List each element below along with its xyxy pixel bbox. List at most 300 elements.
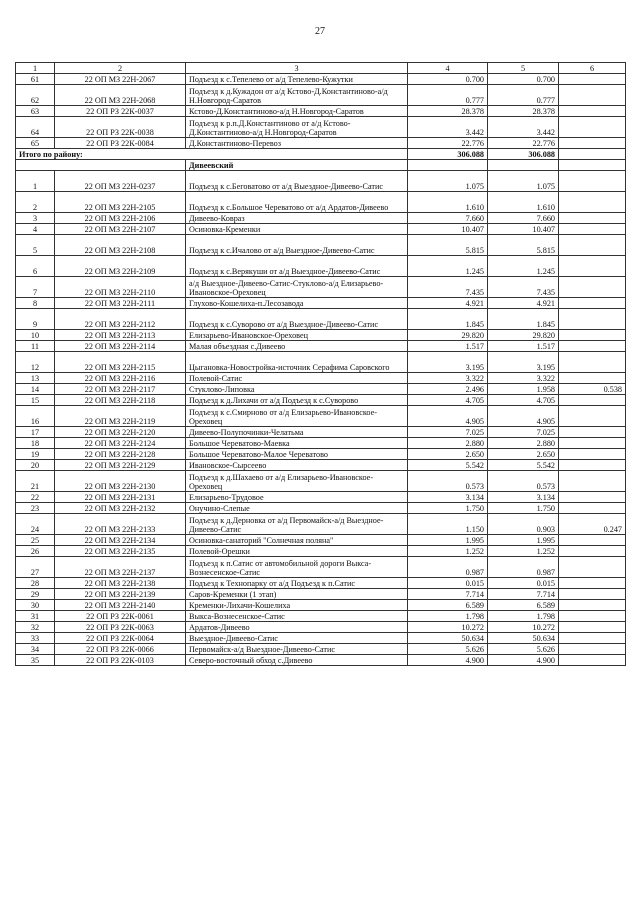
road-name: Стуклово-Липовка <box>186 384 408 395</box>
road-code: 22 ОП РЗ 22К-0063 <box>55 622 186 633</box>
road-name: Д.Константиново-Перевоз <box>186 138 408 149</box>
row-number: 20 <box>16 460 55 471</box>
column-header-4: 4 <box>408 63 488 74</box>
hard-surface-length: 1.245 <box>488 256 559 277</box>
road-length: 6.589 <box>408 600 488 611</box>
soft-surface-length <box>559 460 626 471</box>
table-row <box>16 171 626 192</box>
table-row <box>16 235 626 256</box>
soft-surface-length <box>559 277 626 298</box>
road-name: Подъезд к с.Тепелево от а/д Тепелево-Кужутки <box>186 74 408 85</box>
road-code: 22 ОП МЗ 22Н-2116 <box>55 373 186 384</box>
road-code: 22 ОП МЗ 22Н-2134 <box>55 535 186 546</box>
road-name: Цыгановка-Новостройка-источник Серафима Саровского <box>186 352 408 373</box>
hard-surface-length: 1.750 <box>488 503 559 514</box>
soft-surface-length <box>559 589 626 600</box>
soft-surface-length <box>559 406 626 427</box>
table-row <box>16 492 626 503</box>
road-length: 1.150 <box>408 514 488 535</box>
road-code: 22 ОП МЗ 22Н-2135 <box>55 546 186 557</box>
hard-surface-length: 50.634 <box>488 633 559 644</box>
road-code: 22 ОП МЗ 22Н-2132 <box>55 503 186 514</box>
road-length: 7.435 <box>408 277 488 298</box>
hard-surface-length: 7.660 <box>488 213 559 224</box>
road-name: Кременки-Лихачи-Кошелиха <box>186 600 408 611</box>
road-code: 22 ОП МЗ 22Н-2120 <box>55 427 186 438</box>
soft-surface-length <box>559 644 626 655</box>
road-code: 22 ОП МЗ 22Н-2119 <box>55 406 186 427</box>
hard-surface-length: 7.435 <box>488 277 559 298</box>
road-code: 22 ОП МЗ 22Н-2137 <box>55 557 186 578</box>
table-row <box>16 611 626 622</box>
road-name: Первомайск-а/д Выездное-Дивеево-Сатис <box>186 644 408 655</box>
soft-surface-length <box>559 600 626 611</box>
road-length: 5.626 <box>408 644 488 655</box>
row-number: 28 <box>16 578 55 589</box>
road-code: 22 ОП МЗ 22Н-2133 <box>55 514 186 535</box>
soft-surface-length <box>559 557 626 578</box>
hard-surface-length: 5.542 <box>488 460 559 471</box>
soft-surface-length <box>559 138 626 149</box>
page-number: 27 <box>315 26 325 37</box>
row-number: 2 <box>16 192 55 213</box>
hard-surface-length: 0.777 <box>488 85 559 106</box>
soft-surface-length <box>559 106 626 117</box>
hard-surface-length: 1.845 <box>488 309 559 330</box>
hard-surface-length: 0.987 <box>488 557 559 578</box>
row-number: 10 <box>16 330 55 341</box>
soft-surface-length <box>559 85 626 106</box>
road-name: Саров-Кременки (1 этап) <box>186 589 408 600</box>
road-name: а/д Выездное-Дивеево-Сатис-Стуклово-а/д Елизарьево-Ивановское-Ореховец <box>186 277 408 298</box>
road-length: 5.815 <box>408 235 488 256</box>
hard-surface-length: 1.995 <box>488 535 559 546</box>
row-number: 18 <box>16 438 55 449</box>
table-row <box>16 341 626 352</box>
row-number: 9 <box>16 309 55 330</box>
hard-surface-length: 3.442 <box>488 117 559 138</box>
hard-surface-length: 29.820 <box>488 330 559 341</box>
soft-surface-length <box>559 503 626 514</box>
road-length: 0.700 <box>408 74 488 85</box>
row-number: 34 <box>16 644 55 655</box>
soft-surface-length <box>559 449 626 460</box>
district-empty-hard <box>488 160 559 171</box>
district-header-row <box>16 160 626 171</box>
soft-surface-length <box>559 373 626 384</box>
total-label: Итого по району: <box>16 149 408 160</box>
table-row <box>16 406 626 427</box>
row-number: 61 <box>16 74 55 85</box>
road-name: Подъезд к д.Лихачи от а/д Подъезд к с.Суворово <box>186 395 408 406</box>
road-name: Выкса-Вознесенское-Сатис <box>186 611 408 622</box>
row-number: 35 <box>16 655 55 666</box>
road-code: 22 ОП МЗ 22Н-2139 <box>55 589 186 600</box>
table-row <box>16 298 626 309</box>
road-name: Подъезд к д.Кужадон от а/д Кстово-Д.Константиново-а/д Н.Новгород-Саратов <box>186 85 408 106</box>
road-code: 22 ОП МЗ 22Н-2117 <box>55 384 186 395</box>
hard-surface-length: 3.322 <box>488 373 559 384</box>
hard-surface-length: 2.880 <box>488 438 559 449</box>
road-code: 22 ОП МЗ 22Н-2111 <box>55 298 186 309</box>
road-length: 0.015 <box>408 578 488 589</box>
road-name: Подъезд к с.Ичалово от а/д Выездное-Дивеево-Сатис <box>186 235 408 256</box>
hard-surface-length: 0.700 <box>488 74 559 85</box>
district-empty-soft <box>559 160 626 171</box>
road-name: Подъезд к с.Верякуши от а/д Выездное-Дивеево-Сатис <box>186 256 408 277</box>
row-number: 25 <box>16 535 55 546</box>
table-row <box>16 633 626 644</box>
row-number: 62 <box>16 85 55 106</box>
row-number: 27 <box>16 557 55 578</box>
road-name: Ардатов-Дивеево <box>186 622 408 633</box>
road-length: 3.322 <box>408 373 488 384</box>
soft-surface-length <box>559 74 626 85</box>
road-length: 1.750 <box>408 503 488 514</box>
soft-surface-length <box>559 309 626 330</box>
soft-surface-length <box>559 471 626 492</box>
soft-surface-length <box>559 578 626 589</box>
road-code: 22 ОП МЗ 22Н-2124 <box>55 438 186 449</box>
soft-surface-length <box>559 492 626 503</box>
road-length: 4.900 <box>408 655 488 666</box>
road-length: 3.134 <box>408 492 488 503</box>
road-code: 22 ОП РЗ 22К-0103 <box>55 655 186 666</box>
road-name: Малая объездная с.Дивеево <box>186 341 408 352</box>
row-number: 8 <box>16 298 55 309</box>
road-length: 1.610 <box>408 192 488 213</box>
road-length: 29.820 <box>408 330 488 341</box>
road-code: 22 ОП МЗ 22Н-2109 <box>55 256 186 277</box>
soft-surface-length <box>559 395 626 406</box>
road-name: Полевой-Сатис <box>186 373 408 384</box>
row-number: 16 <box>16 406 55 427</box>
road-name: Подъезд к д.Шахаево от а/д Елизарьево-Ивановское-Ореховец <box>186 471 408 492</box>
road-length: 1.995 <box>408 535 488 546</box>
road-code: 22 ОП МЗ 22Н-2138 <box>55 578 186 589</box>
hard-surface-length: 22.776 <box>488 138 559 149</box>
soft-surface-length <box>559 622 626 633</box>
road-length: 0.987 <box>408 557 488 578</box>
table-row <box>16 277 626 298</box>
road-name: Подъезд к д.Дерновка от а/д Первомайск-а/д Выездное-Дивеево-Сатис <box>186 514 408 535</box>
road-name: Северо-восточный обход с.Дивеево <box>186 655 408 666</box>
district-name: Дивеевский <box>186 160 408 171</box>
soft-surface-length <box>559 192 626 213</box>
road-name: Елизарьево-Трудовое <box>186 492 408 503</box>
soft-surface-length <box>559 535 626 546</box>
district-empty-len <box>408 160 488 171</box>
table-row <box>16 438 626 449</box>
row-number: 30 <box>16 600 55 611</box>
row-number: 32 <box>16 622 55 633</box>
table-row <box>16 192 626 213</box>
table-row <box>16 644 626 655</box>
hard-surface-length: 1.517 <box>488 341 559 352</box>
table-row <box>16 503 626 514</box>
soft-surface-length <box>559 235 626 256</box>
soft-surface-length <box>559 438 626 449</box>
row-number: 26 <box>16 546 55 557</box>
table-row <box>16 330 626 341</box>
table-row <box>16 546 626 557</box>
soft-surface-length <box>559 655 626 666</box>
hard-surface-length: 4.921 <box>488 298 559 309</box>
table-row <box>16 395 626 406</box>
road-length: 3.195 <box>408 352 488 373</box>
row-number: 3 <box>16 213 55 224</box>
road-code: 22 ОП МЗ 22Н-2108 <box>55 235 186 256</box>
road-code: 22 ОП МЗ 22Н-2128 <box>55 449 186 460</box>
road-length: 7.025 <box>408 427 488 438</box>
road-name: Подъезд к с.Суворово от а/д Выездное-Дивеево-Сатис <box>186 309 408 330</box>
road-length: 2.496 <box>408 384 488 395</box>
road-code: 22 ОП МЗ 22Н-2105 <box>55 192 186 213</box>
road-name: Выездное-Дивеево-Сатис <box>186 633 408 644</box>
road-name: Подъезд к с.Большое Череватово от а/д Ардатов-Дивеево <box>186 192 408 213</box>
table-row <box>16 600 626 611</box>
table-row <box>16 74 626 85</box>
road-length: 1.252 <box>408 546 488 557</box>
road-code: 22 ОП МЗ 22Н-2129 <box>55 460 186 471</box>
table-row <box>16 117 626 138</box>
hard-surface-length: 10.272 <box>488 622 559 633</box>
road-length: 4.905 <box>408 406 488 427</box>
row-number: 5 <box>16 235 55 256</box>
road-length: 1.075 <box>408 171 488 192</box>
road-name: Подъезд к с.Смирново от а/д Елизарьево-Ивановское-Ореховец <box>186 406 408 427</box>
road-length: 7.660 <box>408 213 488 224</box>
road-length: 3.442 <box>408 117 488 138</box>
soft-surface-length <box>559 213 626 224</box>
road-code: 22 ОП МЗ 22Н-2068 <box>55 85 186 106</box>
road-length: 1.517 <box>408 341 488 352</box>
row-number: 29 <box>16 589 55 600</box>
total-hard-length: 306.088 <box>488 149 559 160</box>
row-number: 65 <box>16 138 55 149</box>
column-header-1: 1 <box>16 63 55 74</box>
column-header-5: 5 <box>488 63 559 74</box>
hard-surface-length: 7.025 <box>488 427 559 438</box>
road-length: 1.798 <box>408 611 488 622</box>
hard-surface-length: 0.903 <box>488 514 559 535</box>
road-code: 22 ОП РЗ 22К-0038 <box>55 117 186 138</box>
row-number: 6 <box>16 256 55 277</box>
table-row <box>16 589 626 600</box>
soft-surface-length <box>559 330 626 341</box>
road-name: Полевой-Орешки <box>186 546 408 557</box>
road-code: 22 ОП МЗ 22Н-2115 <box>55 352 186 373</box>
column-header-3: 3 <box>186 63 408 74</box>
road-length: 7.714 <box>408 589 488 600</box>
road-name: Ивановское-Сырсеево <box>186 460 408 471</box>
row-number: 4 <box>16 224 55 235</box>
table-row <box>16 213 626 224</box>
hard-surface-length: 4.905 <box>488 406 559 427</box>
road-length: 22.776 <box>408 138 488 149</box>
table-row <box>16 535 626 546</box>
hard-surface-length: 4.705 <box>488 395 559 406</box>
hard-surface-length: 3.134 <box>488 492 559 503</box>
road-name: Осиновка-санаторий "Солнечная поляна" <box>186 535 408 546</box>
hard-surface-length: 1.798 <box>488 611 559 622</box>
row-number: 19 <box>16 449 55 460</box>
road-name: Дивеево-Полупочинки-Челатьма <box>186 427 408 438</box>
road-length: 0.573 <box>408 471 488 492</box>
soft-surface-length: 0.538 <box>559 384 626 395</box>
soft-surface-length <box>559 117 626 138</box>
table-row <box>16 578 626 589</box>
road-name: Большое Череватово-Маевка <box>186 438 408 449</box>
road-code: 22 ОП МЗ 22Н-2118 <box>55 395 186 406</box>
road-length: 2.650 <box>408 449 488 460</box>
table-header-row <box>16 63 626 74</box>
road-name: Кстово-Д.Константиново-а/д Н.Новгород-Саратов <box>186 106 408 117</box>
row-number: 22 <box>16 492 55 503</box>
table-row <box>16 256 626 277</box>
row-number: 17 <box>16 427 55 438</box>
table-row <box>16 471 626 492</box>
road-code: 22 ОП РЗ 22К-0084 <box>55 138 186 149</box>
table-row <box>16 352 626 373</box>
row-number: 21 <box>16 471 55 492</box>
road-code: 22 ОП МЗ 22Н-2107 <box>55 224 186 235</box>
table-row <box>16 557 626 578</box>
table-row <box>16 309 626 330</box>
road-registry-table <box>15 62 626 666</box>
row-number: 11 <box>16 341 55 352</box>
table-row <box>16 427 626 438</box>
table-row <box>16 460 626 471</box>
table-row <box>16 622 626 633</box>
soft-surface-length: 0.247 <box>559 514 626 535</box>
road-code: 22 ОП МЗ 22Н-2067 <box>55 74 186 85</box>
hard-surface-length: 0.015 <box>488 578 559 589</box>
soft-surface-length <box>559 611 626 622</box>
row-number: 23 <box>16 503 55 514</box>
soft-surface-length <box>559 256 626 277</box>
road-code: 22 ОП РЗ 22К-0064 <box>55 633 186 644</box>
hard-surface-length: 1.958 <box>488 384 559 395</box>
table-row <box>16 373 626 384</box>
hard-surface-length: 3.195 <box>488 352 559 373</box>
total-length: 306.088 <box>408 149 488 160</box>
table-row <box>16 85 626 106</box>
table-row <box>16 514 626 535</box>
hard-surface-length: 5.626 <box>488 644 559 655</box>
soft-surface-length <box>559 341 626 352</box>
road-length: 2.880 <box>408 438 488 449</box>
road-length: 1.245 <box>408 256 488 277</box>
hard-surface-length: 5.815 <box>488 235 559 256</box>
row-number: 7 <box>16 277 55 298</box>
district-empty-cell <box>16 160 186 171</box>
hard-surface-length: 1.252 <box>488 546 559 557</box>
hard-surface-length: 1.610 <box>488 192 559 213</box>
table-row <box>16 138 626 149</box>
hard-surface-length: 6.589 <box>488 600 559 611</box>
total-soft-length <box>559 149 626 160</box>
column-header-2: 2 <box>55 63 186 74</box>
hard-surface-length: 28.378 <box>488 106 559 117</box>
row-number: 63 <box>16 106 55 117</box>
road-length: 10.272 <box>408 622 488 633</box>
row-number: 31 <box>16 611 55 622</box>
soft-surface-length <box>559 224 626 235</box>
district-total-row <box>16 149 626 160</box>
row-number: 14 <box>16 384 55 395</box>
road-code: 22 ОП МЗ 22Н-2140 <box>55 600 186 611</box>
road-length: 50.634 <box>408 633 488 644</box>
road-name: Большое Череватово-Малое Череватово <box>186 449 408 460</box>
table-row <box>16 224 626 235</box>
table-row <box>16 106 626 117</box>
row-number: 12 <box>16 352 55 373</box>
hard-surface-length: 4.900 <box>488 655 559 666</box>
road-length: 4.921 <box>408 298 488 309</box>
road-name: Осиновка-Кременки <box>186 224 408 235</box>
road-name: Глухово-Кошелиха-п.Лесозавода <box>186 298 408 309</box>
road-code: 22 ОП РЗ 22К-0037 <box>55 106 186 117</box>
table-row <box>16 449 626 460</box>
road-code: 22 ОП МЗ 22Н-2113 <box>55 330 186 341</box>
hard-surface-length: 1.075 <box>488 171 559 192</box>
road-name: Онучино-Слепые <box>186 503 408 514</box>
road-length: 4.705 <box>408 395 488 406</box>
road-code: 22 ОП МЗ 22Н-2130 <box>55 471 186 492</box>
road-code: 22 ОП РЗ 22К-0061 <box>55 611 186 622</box>
table-row <box>16 384 626 395</box>
road-code: 22 ОП РЗ 22К-0066 <box>55 644 186 655</box>
road-code: 22 ОП МЗ 22Н-2112 <box>55 309 186 330</box>
hard-surface-length: 10.407 <box>488 224 559 235</box>
road-name: Елизарьево-Ивановское-Ореховец <box>186 330 408 341</box>
hard-surface-length: 2.650 <box>488 449 559 460</box>
soft-surface-length <box>559 298 626 309</box>
hard-surface-length: 0.573 <box>488 471 559 492</box>
road-length: 28.378 <box>408 106 488 117</box>
row-number: 1 <box>16 171 55 192</box>
road-length: 1.845 <box>408 309 488 330</box>
soft-surface-length <box>559 633 626 644</box>
road-code: 22 ОП МЗ 22Н-2131 <box>55 492 186 503</box>
road-name: Подъезд к Технопарку от а/д Подъезд к п.Сатис <box>186 578 408 589</box>
road-name: Подъезд к р.п.Д.Константиново от а/д Кстово-Д.Константиново-а/д Н.Новгород-Саратов <box>186 117 408 138</box>
road-length: 5.542 <box>408 460 488 471</box>
soft-surface-length <box>559 546 626 557</box>
hard-surface-length: 7.714 <box>488 589 559 600</box>
road-code: 22 ОП МЗ 22Н-0237 <box>55 171 186 192</box>
road-code: 22 ОП МЗ 22Н-2114 <box>55 341 186 352</box>
road-length: 10.407 <box>408 224 488 235</box>
column-header-6: 6 <box>559 63 626 74</box>
road-length: 0.777 <box>408 85 488 106</box>
table-row <box>16 655 626 666</box>
road-code: 22 ОП МЗ 22Н-2110 <box>55 277 186 298</box>
row-number: 13 <box>16 373 55 384</box>
road-name: Дивеево-Ковраз <box>186 213 408 224</box>
row-number: 15 <box>16 395 55 406</box>
soft-surface-length <box>559 352 626 373</box>
soft-surface-length <box>559 427 626 438</box>
row-number: 24 <box>16 514 55 535</box>
row-number: 64 <box>16 117 55 138</box>
row-number: 33 <box>16 633 55 644</box>
soft-surface-length <box>559 171 626 192</box>
road-code: 22 ОП МЗ 22Н-2106 <box>55 213 186 224</box>
road-name: Подъезд к п.Сатис от автомобильной дороги Выкса-Вознесенское-Сатис <box>186 557 408 578</box>
road-name: Подъезд к с.Беговатово от а/д Выездное-Дивеево-Сатис <box>186 171 408 192</box>
